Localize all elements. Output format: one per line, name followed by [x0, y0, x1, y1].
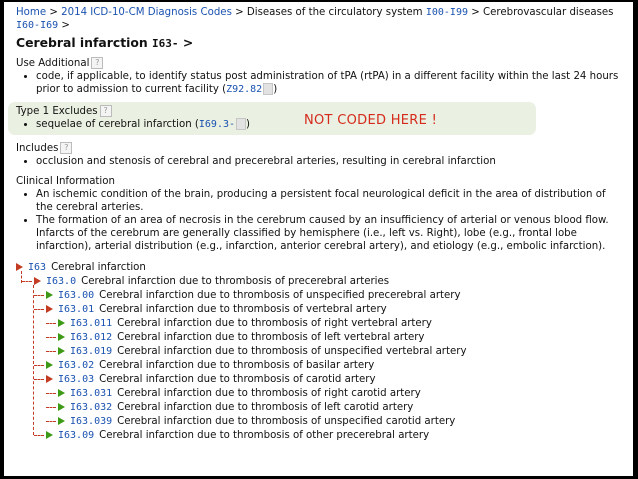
not-coded-annotation: NOT CODED HERE !	[304, 113, 438, 128]
tree-code[interactable]: I63.03	[58, 374, 95, 385]
content	[16, 6, 624, 443]
expand-arrow-icon[interactable]	[34, 277, 41, 285]
tree-connector	[34, 435, 44, 436]
tree-code[interactable]: I63.00	[58, 290, 95, 301]
leaf-arrow-icon[interactable]	[58, 333, 65, 341]
list-item	[36, 118, 528, 131]
leaf-arrow-icon[interactable]	[46, 291, 53, 299]
breadcrumb-sep: >	[49, 7, 58, 18]
tree-label: Cerebral infarction due to thrombosis of precerebral arteries	[81, 276, 390, 287]
leaf-arrow-icon[interactable]	[46, 361, 53, 369]
tree-row[interactable]	[16, 373, 624, 387]
leaf-arrow-icon[interactable]	[58, 347, 65, 355]
page-title	[16, 36, 624, 50]
tree-connector	[46, 323, 56, 324]
use-additional-text-c: )	[273, 84, 278, 95]
clinical-list	[16, 188, 624, 253]
breadcrumb-sep: >	[235, 7, 244, 18]
tree-label: Cerebral infarction due to thrombosis of left carotid artery	[117, 402, 414, 413]
breadcrumb-codes[interactable]: 2014 ICD-10-CM Diagnosis Codes	[61, 7, 232, 18]
excludes-list	[16, 118, 528, 131]
excludes-label: Type 1 Excludes	[16, 106, 98, 117]
tree-label: Cerebral infarction due to thrombosis of unspecified vertebral artery	[117, 346, 467, 357]
title-code: I63-	[152, 37, 179, 50]
copy-icon[interactable]	[236, 118, 246, 130]
includes-section	[16, 142, 624, 168]
breadcrumb-circulatory-range[interactable]: I00-I99	[425, 7, 468, 18]
excludes-section	[8, 102, 536, 135]
breadcrumb-cerebrovascular-range[interactable]: I60-I69	[16, 20, 59, 31]
expand-arrow-icon[interactable]	[46, 375, 53, 383]
tree-row[interactable]	[16, 415, 624, 429]
tree-connector	[34, 365, 44, 366]
list-item: • The formation of an area of necrosis in the cerebrum caused by an insufficiency of arterial or venous blood flow. Infarcts of the cerebrum are generally classified by hemisphere (i.e., left vs. Right), lobe (e.g., frontal lobe infarction), arterial distribution (e.g., infarction, anterior cerebral artery), and etiology (e.g., embolic infarction).	[36, 214, 624, 253]
tree-row[interactable]	[16, 345, 624, 359]
code-link-i693[interactable]: I69.3-	[198, 119, 236, 130]
use-additional-label: Use Additional	[16, 58, 90, 69]
excludes-close: )	[246, 119, 250, 130]
use-additional-text-b: 24 hours prior to admission to current facility (	[36, 71, 619, 95]
breadcrumb	[16, 6, 624, 32]
tree-row[interactable]	[16, 261, 624, 275]
tree-code[interactable]: I63.039	[70, 416, 113, 427]
tree-label: Cerebral infarction	[51, 262, 146, 273]
tree-code[interactable]: I63.02	[58, 360, 95, 371]
tree-connector	[46, 337, 56, 338]
tree-connector	[34, 379, 44, 380]
leaf-arrow-icon[interactable]	[58, 417, 65, 425]
leaf-arrow-icon[interactable]	[58, 403, 65, 411]
title-text: Cerebral infarction	[16, 35, 148, 50]
breadcrumb-sep: >	[61, 20, 70, 31]
list-item: • occlusion and stenosis of cerebral and precerebral arteries, resulting in cerebral infarction	[36, 155, 624, 168]
tree-code[interactable]: I63.012	[70, 332, 113, 343]
tree-guide-line	[33, 285, 34, 435]
leaf-arrow-icon[interactable]	[58, 389, 65, 397]
tree-code[interactable]: I63.09	[58, 430, 95, 441]
includes-label: Includes	[16, 143, 59, 154]
tree-guide-line	[21, 271, 22, 283]
help-icon[interactable]: ?	[60, 142, 72, 154]
clinical-information-section	[16, 175, 624, 253]
list-item: • An ischemic condition of the brain, producing a persistent focal neurological deficit in the area of distribution of the cerebral arteries.	[36, 188, 624, 214]
breadcrumb-cerebrovascular[interactable]: Cerebrovascular diseases	[483, 7, 614, 18]
help-icon[interactable]: ?	[91, 57, 103, 69]
tree-code[interactable]: I63	[28, 262, 47, 273]
tree-code[interactable]: I63.032	[70, 402, 113, 413]
copy-icon[interactable]	[263, 83, 273, 95]
tree-code[interactable]: I63.031	[70, 388, 113, 399]
tree-label: Cerebral infarction due to thrombosis of other precerebral artery	[99, 430, 430, 441]
tree-label: Cerebral infarction due to thrombosis of vertebral artery	[99, 304, 387, 315]
code-link-z9282[interactable]: Z92.82	[226, 84, 263, 95]
tree-label: Cerebral infarction due to thrombosis of left vertebral artery	[117, 332, 425, 343]
clinical-label: Clinical Information	[16, 176, 115, 187]
tree-code[interactable]: I63.011	[70, 318, 113, 329]
tree-row[interactable]	[16, 289, 624, 303]
tree-label: Cerebral infarction due to thrombosis of right vertebral artery	[117, 318, 432, 329]
expand-arrow-icon[interactable]	[16, 263, 23, 271]
page	[4, 2, 633, 476]
tree-connector	[46, 421, 56, 422]
tree-connector	[22, 281, 32, 282]
expand-arrow-icon[interactable]	[46, 305, 53, 313]
tree-label: Cerebral infarction due to thrombosis of unspecified precerebral artery	[99, 290, 461, 301]
tree-code[interactable]: I63.0	[46, 276, 77, 287]
tree-connector	[46, 393, 56, 394]
tree-row[interactable]	[16, 317, 624, 331]
includes-list	[16, 155, 624, 168]
tree-connector	[46, 407, 56, 408]
tree-row[interactable]	[16, 401, 624, 415]
tree-row[interactable]	[16, 331, 624, 345]
excludes-text: sequelae of cerebral infarction (	[36, 119, 199, 130]
tree-label: Cerebral infarction due to thrombosis of unspecified carotid artery	[117, 416, 456, 427]
use-additional-section	[16, 57, 624, 96]
tree-row[interactable]	[16, 429, 624, 443]
tree-label: Cerebral infarction due to thrombosis of basilar artery	[99, 360, 375, 371]
breadcrumb-circulatory[interactable]: Diseases of the circulatory system	[246, 7, 423, 18]
breadcrumb-home[interactable]: Home	[16, 7, 47, 18]
tree-row[interactable]	[16, 303, 624, 317]
tree-row[interactable]	[16, 387, 624, 401]
title-arrow[interactable]: >	[182, 35, 194, 50]
tree-row[interactable]	[16, 275, 624, 289]
breadcrumb-sep: >	[471, 7, 480, 18]
tree-connector	[34, 309, 44, 310]
tree-code[interactable]: I63.019	[70, 346, 113, 357]
tree-label: Cerebral infarction due to thrombosis of right carotid artery	[117, 388, 421, 399]
list-item	[36, 70, 624, 96]
leaf-arrow-icon[interactable]	[58, 319, 65, 327]
use-additional-text-a: code, if applicable, to identify status post administration of tPA (rtPA) in a different facility within the last	[36, 71, 571, 82]
help-icon[interactable]: ?	[100, 105, 112, 117]
tree-connector	[34, 295, 44, 296]
leaf-arrow-icon[interactable]	[46, 431, 53, 439]
tree-code[interactable]: I63.01	[58, 304, 95, 315]
tree-label: Cerebral infarction due to thrombosis of carotid artery	[99, 374, 376, 385]
use-additional-list	[16, 70, 624, 96]
code-tree	[16, 261, 624, 443]
tree-connector	[46, 351, 56, 352]
tree-row[interactable]	[16, 359, 624, 373]
